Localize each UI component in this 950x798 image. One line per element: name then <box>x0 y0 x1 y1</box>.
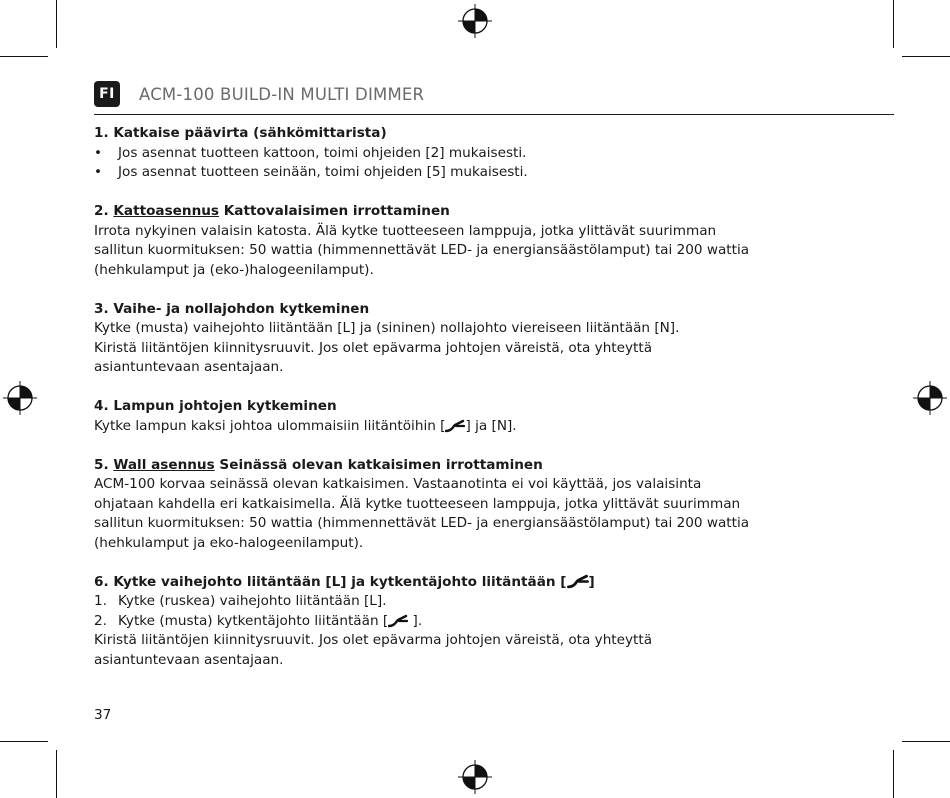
step-text: Kytke (musta) kytkentäjohto liitäntään [ <box>118 612 389 629</box>
paragraph-line: asiantuntevaan asentajaan. <box>94 651 284 668</box>
switched-wire-icon <box>445 419 465 433</box>
heading-rest: Kattovalaisimen irrottaminen <box>219 203 450 219</box>
crop-mark <box>56 0 57 48</box>
section-1 <box>94 124 884 183</box>
registration-mark-icon <box>913 381 947 415</box>
crop-mark <box>902 56 950 57</box>
heading-number: 5. <box>94 456 114 473</box>
registration-mark-icon <box>458 760 492 794</box>
list-item-text: Jos asennat tuotteen seinään, toimi ohjeiden [5] mukaisesti. <box>118 164 528 180</box>
paragraph-line: asiantuntevaan asentajaan. <box>94 359 284 375</box>
crop-mark <box>0 741 48 742</box>
switched-wire-icon <box>388 614 408 628</box>
paragraph-text: ] ja [N]. <box>465 417 517 434</box>
header-divider <box>94 114 894 115</box>
switched-wire-icon <box>567 574 589 589</box>
language-badge: FI <box>94 81 120 107</box>
section-heading <box>94 202 884 222</box>
heading-rest: Seinässä olevan katkaisimen irrottaminen <box>214 456 543 473</box>
section-6 <box>94 573 884 671</box>
section-heading: 1. Katkaise päävirta (sähkömittarista) <box>94 125 387 141</box>
bullet-marker: • <box>94 164 103 180</box>
paragraph-line: sallitun kuormituksen: 50 wattia (himmennettävät LED- ja energiansäästölamput) tai 200 wattia <box>94 515 750 531</box>
heading-underlined: Wall asennus <box>113 456 215 473</box>
bullet-marker: • <box>94 144 103 161</box>
crop-mark <box>0 56 48 57</box>
section-heading <box>94 573 884 593</box>
list-item-text: Jos asennat tuotteen kattoon, toimi ohjeiden [2] mukaisesti. <box>118 144 527 161</box>
paragraph-line: (hehkulamput ja eko-halogeenilamput). <box>94 534 364 551</box>
section-2 <box>94 202 884 280</box>
list-item-text: Kytke (ruskea) vaihejohto liitäntään [L]. <box>118 593 387 609</box>
crop-mark <box>893 750 894 798</box>
section-heading: 3. Vaihe- ja nollajohdon kytkeminen <box>94 300 370 317</box>
heading-text: ] <box>588 573 595 590</box>
list-item-text <box>118 612 422 632</box>
step-number: 2. <box>94 612 107 629</box>
document-title: ACM-100 BUILD-IN MULTI DIMMER <box>139 84 425 104</box>
step-number: 1. <box>94 593 107 609</box>
list-item <box>94 592 884 612</box>
paragraph-line <box>94 417 884 437</box>
list-item <box>94 163 884 183</box>
page-number: 37 <box>94 707 112 723</box>
section-heading <box>94 456 884 476</box>
heading-text: 6. Kytke vaihejohto liitäntään [L] ja kytkentäjohto liitäntään [ <box>94 573 567 590</box>
paragraph-line: sallitun kuormituksen: 50 wattia (himmennettävät LED- ja energiansäästölamput) tai 200 wattia <box>94 242 750 258</box>
heading-underlined: Kattoasennus <box>113 203 220 219</box>
step-text: ]. <box>408 612 423 629</box>
paragraph-line: Irrota nykyinen valaisin katosta. Älä kytke tuotteeseen lamppuja, jotka ylittävät suurimman <box>94 222 717 239</box>
registration-mark-icon <box>3 381 37 415</box>
section-heading: 4. Lampun johtojen kytkeminen <box>94 398 337 414</box>
paragraph-text: Kytke lampun kaksi johtoa ulommaisiin liitäntöihin [ <box>94 417 446 434</box>
paragraph-line: Kiristä liitäntöjen kiinnitysruuvit. Jos olet epävarma johtojen väreistä, ota yhteyttä <box>94 632 653 648</box>
crop-mark <box>902 741 950 742</box>
crop-mark <box>893 0 894 48</box>
section-3 <box>94 300 884 378</box>
instructions-body <box>94 124 884 690</box>
paragraph-line: Kytke (musta) vaihejohto liitäntään [L] ja (sininen) nollajohto viereiseen liitäntään [N]. <box>94 320 680 336</box>
section-4 <box>94 397 884 436</box>
paragraph-line: ACM-100 korvaa seinässä olevan katkaisimen. Vastaanotinta ei voi käyttää, jos valaisinta <box>94 476 702 492</box>
list-item <box>94 612 884 632</box>
registration-mark-icon <box>458 4 492 38</box>
list-item <box>94 144 884 164</box>
section-5 <box>94 456 884 554</box>
paragraph-line: (hehkulamput ja (eko-)halogeenilamput). <box>94 261 374 278</box>
paragraph-line: Kiristä liitäntöjen kiinnitysruuvit. Jos olet epävarma johtojen väreistä, ota yhteyttä <box>94 339 653 356</box>
paragraph-line: ohjataan kahdella eri katkaisimella. Älä kytke tuotteeseen lamppuja, jotka ylittävät suurimman <box>94 495 741 512</box>
document-header <box>94 81 424 107</box>
heading-number: 2. <box>94 203 114 219</box>
crop-mark <box>56 750 57 798</box>
